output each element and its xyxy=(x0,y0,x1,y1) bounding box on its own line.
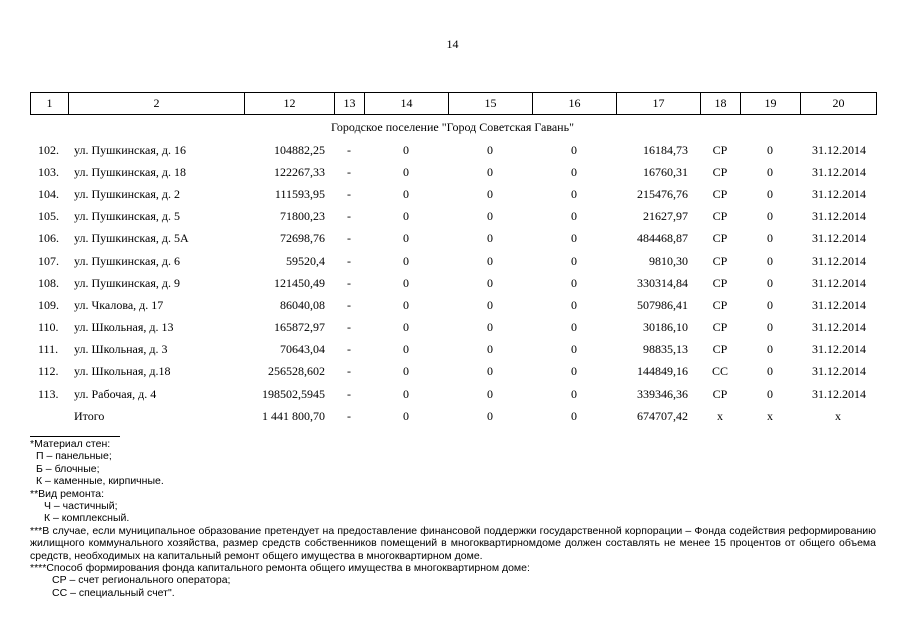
footnote-fund-method-title: ****Способ формирования фонда капитального ремонта общего имущества в многоквартирном доме: xyxy=(30,562,530,575)
cell-c13: - xyxy=(347,408,351,423)
cell-c13: - xyxy=(347,231,351,246)
cell-c19: 0 xyxy=(767,164,773,179)
cell-c18: х xyxy=(717,408,723,423)
cell-c13: - xyxy=(347,253,351,268)
table-row xyxy=(30,139,876,161)
cell-c14: 0 xyxy=(403,209,409,224)
cell-address: ул. Пушкинская, д. 18 xyxy=(74,164,186,179)
cell-c16: 0 xyxy=(571,186,577,201)
cell-c20: 31.12.2014 xyxy=(812,209,866,224)
footnote-wall-stone: К – каменные, кирпичные. xyxy=(36,475,164,488)
cell-c16: 0 xyxy=(571,408,577,423)
cell-address: ул. Пушкинская, д. 6 xyxy=(74,253,180,268)
cell-c15: 0 xyxy=(487,342,493,357)
cell-c14: 0 xyxy=(403,164,409,179)
cell-c19: 0 xyxy=(767,231,773,246)
cell-c19: 0 xyxy=(767,364,773,379)
cell-c18: СР xyxy=(712,209,728,224)
cell-c17: 30186,10 xyxy=(643,320,688,335)
cell-c15: 0 xyxy=(487,231,493,246)
table-row xyxy=(30,183,876,205)
cell-c15: 0 xyxy=(487,320,493,335)
cell-c19: 0 xyxy=(767,320,773,335)
cell-c15: 0 xyxy=(487,364,493,379)
cell-c19: 0 xyxy=(767,297,773,312)
cell-c16: 0 xyxy=(571,253,577,268)
cell-c20: 31.12.2014 xyxy=(812,142,866,157)
cell-c13: - xyxy=(347,320,351,335)
cell-c20: 31.12.2014 xyxy=(812,164,866,179)
cell-c12: 86040,08 xyxy=(280,297,325,312)
cell-num: 113. xyxy=(38,386,59,401)
cell-num: 103. xyxy=(38,164,59,179)
cell-c12: 71800,23 xyxy=(280,209,325,224)
cell-c17: 21627,97 xyxy=(643,209,688,224)
column-header-cell: 13 xyxy=(335,93,365,115)
cell-c18: СР xyxy=(712,386,728,401)
column-header-cell: 17 xyxy=(617,93,701,115)
cell-c17: 339346,36 xyxy=(637,386,688,401)
footnote-wall-panel: П – панельные; xyxy=(36,450,112,463)
table-row xyxy=(30,206,876,228)
column-header-table xyxy=(30,92,877,115)
cell-c16: 0 xyxy=(571,142,577,157)
table-row xyxy=(30,161,876,183)
cell-c16: 0 xyxy=(571,320,577,335)
cell-c15: 0 xyxy=(487,386,493,401)
cell-c20: 31.12.2014 xyxy=(812,297,866,312)
cell-address: ул. Школьная, д. 3 xyxy=(74,342,168,357)
cell-c18: СС xyxy=(711,364,728,379)
cell-address: ул. Чкалова, д. 17 xyxy=(74,297,164,312)
cell-c15: 0 xyxy=(487,164,493,179)
cell-c12: 59520,4 xyxy=(286,253,325,268)
cell-c12: 165872,97 xyxy=(274,320,325,335)
cell-num: 108. xyxy=(38,275,59,290)
cell-address: ул. Пушкинская, д. 5 xyxy=(74,209,180,224)
footnote-repair-complex: К – комплексный. xyxy=(44,512,130,525)
cell-c13: - xyxy=(347,342,351,357)
cell-c16: 0 xyxy=(571,164,577,179)
cell-c14: 0 xyxy=(403,253,409,268)
column-header-cell: 12 xyxy=(245,93,335,115)
cell-c12: 122267,33 xyxy=(274,164,325,179)
cell-c14: 0 xyxy=(403,342,409,357)
cell-c20: 31.12.2014 xyxy=(812,386,866,401)
cell-c17: 484468,87 xyxy=(637,231,688,246)
cell-c16: 0 xyxy=(571,342,577,357)
cell-c13: - xyxy=(347,297,351,312)
cell-c13: - xyxy=(347,364,351,379)
cell-address: ул. Школьная, д.18 xyxy=(74,364,171,379)
table-row xyxy=(30,383,876,405)
footnotes xyxy=(30,438,876,599)
cell-c14: 0 xyxy=(403,364,409,379)
cell-c19: 0 xyxy=(767,386,773,401)
cell-c15: 0 xyxy=(487,142,493,157)
table-row xyxy=(30,228,876,250)
cell-c15: 0 xyxy=(487,209,493,224)
cell-c14: 0 xyxy=(403,186,409,201)
cell-address: ул. Пушкинская, д. 9 xyxy=(74,275,180,290)
cell-num: 104. xyxy=(38,186,59,201)
cell-c13: - xyxy=(347,186,351,201)
cell-c16: 0 xyxy=(571,275,577,290)
footnote-repair-type-title: **Вид ремонта: xyxy=(30,487,105,500)
cell-c16: 0 xyxy=(571,297,577,312)
cell-c16: 0 xyxy=(571,209,577,224)
cell-c13: - xyxy=(347,275,351,290)
total-row xyxy=(30,405,876,427)
cell-address: Итого xyxy=(74,408,105,423)
section-title: Городское поселение "Город Советская Гавань" xyxy=(331,120,574,134)
table-row xyxy=(30,294,876,316)
cell-c15: 0 xyxy=(487,275,493,290)
footnote-repair-partial: Ч – частичный; xyxy=(44,500,118,513)
cell-c19: 0 xyxy=(767,275,773,290)
cell-c16: 0 xyxy=(571,364,577,379)
page-number: 14 xyxy=(446,37,459,51)
cell-c19: 0 xyxy=(767,342,773,357)
cell-c17: 330314,84 xyxy=(637,275,688,290)
table-row xyxy=(30,272,876,294)
column-header-cell: 2 xyxy=(69,93,245,115)
cell-c20: 31.12.2014 xyxy=(812,275,866,290)
cell-c16: 0 xyxy=(571,386,577,401)
cell-c12: 198502,5945 xyxy=(262,386,325,401)
cell-c17: 16184,73 xyxy=(643,142,688,157)
cell-c14: 0 xyxy=(403,320,409,335)
cell-c17: 98835,13 xyxy=(643,342,688,357)
cell-c20: 31.12.2014 xyxy=(812,364,866,379)
cell-c15: 0 xyxy=(487,186,493,201)
column-header-cell: 19 xyxy=(741,93,801,115)
cell-c12: 72698,76 xyxy=(280,231,325,246)
cell-c12: 1 441 800,70 xyxy=(262,408,325,423)
cell-c13: - xyxy=(347,386,351,401)
footnote-separator xyxy=(30,436,120,437)
cell-address: ул. Пушкинская, д. 16 xyxy=(74,142,186,157)
footnote-note-3: ***В случае, если муниципальное образование претендует на предоставление финансовой поддержки государственной корпорации – Фонда содействия реформированию жилищного коммунального хозяйства, размер средств собственников помещений в многоквартирномдоме должен составлять не менее 15 процентов от общего объема средств, необходимых на капитальный ремонт общего имущества в многоквартирном доме. xyxy=(30,524,876,562)
cell-c12: 121450,49 xyxy=(274,275,325,290)
cell-c14: 0 xyxy=(403,142,409,157)
cell-num: 106. xyxy=(38,231,59,246)
cell-c18: СР xyxy=(712,297,728,312)
cell-address: ул. Рабочая, д. 4 xyxy=(74,386,157,401)
cell-c13: - xyxy=(347,209,351,224)
column-header-cell: 16 xyxy=(533,93,617,115)
cell-c12: 70643,04 xyxy=(280,342,325,357)
column-header-cell: 18 xyxy=(701,93,741,115)
cell-c15: 0 xyxy=(487,253,493,268)
cell-c14: 0 xyxy=(403,275,409,290)
column-header-cell: 1 xyxy=(31,93,69,115)
cell-c20: 31.12.2014 xyxy=(812,231,866,246)
cell-c18: СР xyxy=(712,164,728,179)
cell-c12: 104882,25 xyxy=(274,142,325,157)
cell-address: ул. Школьная, д. 13 xyxy=(74,320,174,335)
cell-num: 105. xyxy=(38,209,59,224)
column-header-cell: 20 xyxy=(801,93,877,115)
footnote-fund-special: СС – специальный счет". xyxy=(52,586,175,599)
cell-c18: СР xyxy=(712,231,728,246)
table-row xyxy=(30,317,876,339)
footnote-fund-regional: СР – счет регионального оператора; xyxy=(52,574,231,587)
cell-c14: 0 xyxy=(403,297,409,312)
table-row xyxy=(30,250,876,272)
cell-c20: 31.12.2014 xyxy=(812,253,866,268)
cell-address: ул. Пушкинская, д. 2 xyxy=(74,186,180,201)
cell-c17: 674707,42 xyxy=(637,408,688,423)
cell-c15: 0 xyxy=(487,297,493,312)
cell-c17: 507986,41 xyxy=(637,297,688,312)
cell-c19: х xyxy=(767,408,773,423)
cell-c18: СР xyxy=(712,186,728,201)
cell-address: ул. Пушкинская, д. 5А xyxy=(74,231,189,246)
cell-num xyxy=(30,405,68,427)
cell-c20: 31.12.2014 xyxy=(812,342,866,357)
cell-c17: 215476,76 xyxy=(637,186,688,201)
cell-c19: 0 xyxy=(767,209,773,224)
cell-num: 111. xyxy=(38,342,59,357)
table-row xyxy=(30,339,876,361)
footnote-wall-material-title: *Материал стен: xyxy=(30,438,111,450)
cell-c20: х xyxy=(835,408,841,423)
cell-num: 102. xyxy=(38,142,59,157)
cell-c14: 0 xyxy=(403,386,409,401)
cell-c18: СР xyxy=(712,275,728,290)
cell-c14: 0 xyxy=(403,408,409,423)
cell-c19: 0 xyxy=(767,253,773,268)
table-row xyxy=(30,361,876,383)
cell-c17: 144849,16 xyxy=(637,364,688,379)
cell-c19: 0 xyxy=(767,142,773,157)
cell-c15: 0 xyxy=(487,408,493,423)
data-table xyxy=(30,139,876,427)
cell-c18: СР xyxy=(712,142,728,157)
cell-c14: 0 xyxy=(403,231,409,246)
cell-num: 110. xyxy=(38,320,59,335)
cell-num: 112. xyxy=(38,364,59,379)
cell-c16: 0 xyxy=(571,231,577,246)
cell-num: 107. xyxy=(38,253,59,268)
cell-c13: - xyxy=(347,164,351,179)
cell-c17: 9810,30 xyxy=(649,253,688,268)
cell-c19: 0 xyxy=(767,186,773,201)
cell-c12: 256528,602 xyxy=(268,364,325,379)
cell-c20: 31.12.2014 xyxy=(812,186,866,201)
column-header-cell: 15 xyxy=(449,93,533,115)
column-header-row xyxy=(31,93,877,115)
column-header-cell: 14 xyxy=(365,93,449,115)
cell-c20: 31.12.2014 xyxy=(812,320,866,335)
cell-c13: - xyxy=(347,142,351,157)
cell-c18: СР xyxy=(712,342,728,357)
cell-num: 109. xyxy=(38,297,59,312)
cell-c17: 16760,31 xyxy=(643,164,688,179)
cell-c18: СР xyxy=(712,253,728,268)
cell-c18: СР xyxy=(712,320,728,335)
cell-c12: 111593,95 xyxy=(274,186,325,201)
footnote-wall-block: Б – блочные; xyxy=(36,462,100,475)
